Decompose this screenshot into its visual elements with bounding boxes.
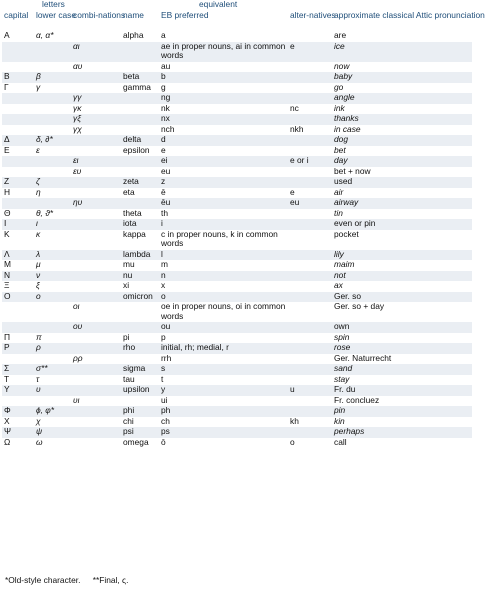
combination-cell	[71, 343, 121, 354]
table-row	[2, 219, 472, 230]
lower-case-header: lower case	[36, 10, 77, 20]
eb-preferred-cell: au	[161, 60, 171, 71]
eb-preferred-cell: ch	[161, 415, 170, 426]
capital-cell	[2, 156, 34, 167]
table-row	[2, 114, 472, 125]
eb-preferred-cell: z	[159, 177, 288, 188]
combination-cell	[71, 177, 121, 188]
pronunciation-cell: Fr. du	[332, 385, 472, 396]
capital-cell: Ω	[4, 436, 11, 447]
alternative-cell: kh	[290, 415, 299, 426]
pronunciation-cell: now	[334, 60, 350, 71]
eb-preferred-cell: i	[159, 219, 288, 230]
name-header: name	[123, 10, 144, 20]
name-cell	[121, 104, 159, 115]
combination-cell: γξ	[71, 114, 121, 125]
combination-cell	[71, 72, 121, 83]
lower-case-cell: ε	[36, 144, 40, 155]
eb-preferred-cell: ei	[159, 156, 288, 167]
table-row	[2, 406, 472, 417]
table-row	[2, 72, 472, 83]
pronunciation-cell: bet	[334, 144, 346, 155]
eb-preferred-cell: ae in proper nouns, ai in common words	[159, 42, 288, 62]
capital-cell: Ζ	[2, 177, 34, 188]
pronunciation-cell: Ger. so	[332, 292, 472, 303]
lower-case-cell: ν	[34, 271, 71, 282]
name-cell: mu	[123, 259, 135, 269]
combination-cell	[71, 364, 121, 375]
lower-case-cell	[34, 322, 71, 333]
eb-preferred-cell: p	[161, 331, 166, 342]
combination-cell: γκ	[73, 102, 82, 113]
capital-cell	[2, 198, 34, 209]
table-row	[2, 343, 472, 354]
lower-case-cell: ο	[34, 292, 71, 303]
letters-header: letters	[42, 0, 65, 9]
name-cell: beta	[121, 72, 159, 83]
table-row	[2, 156, 472, 167]
table-row	[2, 364, 472, 375]
table-row	[2, 135, 472, 146]
name-cell	[121, 42, 159, 62]
combination-cell	[71, 260, 121, 271]
capital-cell	[2, 322, 34, 333]
capital-cell: Η	[4, 186, 11, 197]
lower-case-cell: θ, ϑ*	[36, 207, 54, 218]
footnote-old-style: *Old-style character.	[5, 575, 81, 585]
alternative-cell	[288, 343, 332, 354]
lower-case-cell: σ**	[34, 364, 71, 375]
pronunciation-cell: sand	[332, 364, 472, 375]
capital-cell: Κ	[4, 228, 10, 239]
eb-preferred-cell: c in proper nouns, k in common words	[161, 228, 278, 248]
eb-preferred-header: EB preferred	[161, 10, 209, 20]
pronunciation-cell: Ger. so + day	[334, 301, 385, 311]
eb-preferred-cell: ēu	[159, 198, 288, 209]
lower-case-cell: ξ	[36, 280, 40, 290]
table-row	[2, 302, 472, 322]
alternative-cell	[288, 177, 332, 188]
table-row	[2, 354, 472, 365]
pronunciation-cell: spin	[334, 331, 350, 342]
combination-cell: ρρ	[73, 352, 83, 363]
lower-case-cell: ζ	[34, 177, 71, 188]
alternative-cell: e	[290, 186, 295, 197]
table-row	[2, 31, 472, 42]
pronunciation-cell: not	[332, 271, 472, 282]
equivalent-header: equivalent	[199, 0, 238, 9]
lower-case-cell	[34, 156, 71, 167]
footnotes	[5, 575, 138, 585]
name-cell: iota	[121, 219, 159, 230]
pronunciation-cell: are	[334, 30, 347, 40]
combination-cell	[71, 250, 121, 261]
combination-cell	[71, 271, 121, 282]
alternative-cell	[288, 83, 332, 94]
table-row	[2, 322, 472, 333]
table-row	[2, 281, 472, 292]
eb-preferred-cell: nk	[161, 102, 170, 113]
table-row	[2, 42, 472, 62]
capital-cell	[2, 114, 34, 125]
pronunciation-cell: Fr. concluez	[334, 394, 380, 405]
alternative-cell: nc	[290, 102, 299, 113]
alternative-cell: e or i	[288, 156, 332, 167]
name-cell: phi	[121, 406, 159, 417]
eb-preferred-cell: nch	[161, 123, 175, 134]
lower-case-cell: ω	[36, 436, 43, 447]
alternative-cell	[288, 354, 332, 365]
combinations-header: combi-nations	[73, 10, 126, 20]
pronunciation-cell: maim	[334, 259, 355, 269]
alternative-cell	[288, 427, 332, 438]
combination-cell: ευ	[73, 165, 82, 176]
combination-cell	[71, 281, 121, 292]
header-row-sub	[2, 11, 472, 31]
name-cell: tau	[123, 373, 135, 384]
name-cell: omega	[123, 436, 149, 447]
greek-alphabet-table	[2, 0, 485, 448]
capital-cell: Ξ	[4, 280, 10, 290]
table-row	[2, 333, 472, 344]
lower-case-cell	[34, 114, 71, 125]
combination-cell	[71, 135, 121, 146]
eb-preferred-cell: s	[159, 364, 288, 375]
table-row	[2, 260, 472, 271]
table-row	[2, 427, 472, 438]
eb-preferred-cell: n	[159, 271, 288, 282]
lower-case-cell: α, α*	[36, 30, 54, 40]
eb-preferred-cell: y	[159, 385, 288, 396]
eb-preferred-cell: ph	[159, 406, 288, 417]
combination-cell: αυ	[73, 60, 83, 71]
alternative-cell	[288, 302, 332, 322]
alternative-cell	[288, 62, 332, 73]
name-cell: nu	[121, 271, 159, 282]
alternative-cell	[288, 364, 332, 375]
combination-cell: υι	[73, 394, 80, 405]
capital-cell: Τ	[4, 373, 10, 384]
pronunciation-cell: air	[334, 186, 344, 197]
pronunciation-cell: angle	[332, 93, 472, 104]
name-cell: lambda	[121, 250, 159, 261]
combination-cell	[71, 209, 121, 220]
pronunciation-cell: even or pin	[332, 219, 472, 230]
lower-case-cell	[34, 42, 71, 62]
combination-cell	[71, 406, 121, 417]
eb-preferred-cell: e	[161, 144, 166, 155]
lower-case-cell: π	[36, 331, 42, 342]
alternative-cell	[288, 250, 332, 261]
table-row	[2, 230, 472, 250]
pronunciation-cell: in case	[334, 123, 361, 134]
name-cell: pi	[123, 331, 130, 342]
table-row	[2, 250, 472, 261]
eb-preferred-cell: initial, rh; medial, r	[159, 343, 288, 354]
table-row	[2, 177, 472, 188]
pronunciation-cell: rose	[332, 343, 472, 354]
eb-preferred-cell: ps	[159, 427, 288, 438]
lower-case-cell: δ, ∂*	[34, 135, 71, 146]
name-cell	[121, 114, 159, 125]
combination-cell	[71, 31, 121, 42]
name-cell	[121, 198, 159, 209]
alternative-cell	[288, 167, 332, 178]
name-cell: rho	[121, 343, 159, 354]
capital-cell: Λ	[2, 250, 34, 261]
combination-cell: ηυ	[71, 198, 121, 209]
lower-case-cell: ρ	[34, 343, 71, 354]
table-row	[2, 209, 472, 220]
table-row	[2, 375, 472, 386]
pronunciation-cell: ice	[332, 42, 472, 62]
capital-cell: Θ	[4, 207, 11, 218]
name-cell: chi	[123, 415, 134, 426]
pronunciation-cell: thanks	[332, 114, 472, 125]
name-cell: epsilon	[123, 144, 150, 155]
lower-case-cell: β	[34, 72, 71, 83]
capital-cell: Α	[4, 30, 10, 40]
pronunciation-cell: own	[332, 322, 472, 333]
capital-cell: Φ	[2, 406, 34, 417]
lower-case-cell: τ	[36, 373, 40, 384]
pronunciation-cell: baby	[332, 72, 472, 83]
alternative-cell	[288, 114, 332, 125]
pronunciation-cell: stay	[334, 373, 350, 384]
lower-case-cell: ι	[34, 219, 71, 230]
pronunciation-cell: used	[332, 177, 472, 188]
pronunciation-cell: ax	[334, 280, 343, 290]
combination-cell: ου	[71, 322, 121, 333]
capital-cell	[2, 42, 34, 62]
eb-preferred-cell: th	[161, 207, 168, 218]
eb-preferred-cell: eu	[161, 165, 171, 176]
table-row	[2, 167, 472, 178]
pronunciation-header: approximate classical Attic pronunciation	[334, 10, 485, 20]
pronunciation-cell: lily	[332, 250, 472, 261]
eb-preferred-cell: nx	[159, 114, 288, 125]
table-row	[2, 62, 472, 73]
capital-cell	[2, 302, 34, 322]
capital-cell	[2, 104, 34, 115]
name-cell: theta	[123, 207, 142, 218]
name-cell: gamma	[123, 81, 151, 92]
lower-case-cell: ψ	[34, 427, 71, 438]
eb-preferred-cell: ou	[159, 322, 288, 333]
pronunciation-cell: ink	[334, 102, 345, 113]
lower-case-cell: κ	[36, 228, 41, 239]
table-row	[2, 396, 472, 407]
alternative-cell	[288, 271, 332, 282]
capital-cell: Ι	[2, 219, 34, 230]
name-cell	[121, 302, 159, 322]
pronunciation-cell: dog	[332, 135, 472, 146]
alternative-cell	[288, 31, 332, 42]
alternative-cell	[288, 292, 332, 303]
capital-cell: Χ	[4, 415, 10, 426]
table-row	[2, 198, 472, 209]
eb-preferred-cell: ō	[161, 436, 166, 447]
lower-case-cell	[34, 302, 71, 322]
combination-cell	[71, 385, 121, 396]
table-row	[2, 385, 472, 396]
capital-cell: Β	[2, 72, 34, 83]
combination-cell	[71, 438, 121, 449]
name-cell	[121, 322, 159, 333]
capital-cell: Σ	[2, 364, 34, 375]
eb-preferred-cell: o	[159, 292, 288, 303]
alternative-cell	[288, 209, 332, 220]
capital-cell: Ρ	[2, 343, 34, 354]
pronunciation-cell: call	[334, 436, 347, 447]
alternatives-header: alter-natives	[290, 10, 336, 20]
lower-case-cell	[34, 104, 71, 115]
capital-cell: Γ	[4, 81, 9, 92]
alternative-cell: eu	[288, 198, 332, 209]
combination-cell: οι	[73, 301, 80, 311]
eb-preferred-cell: l	[159, 250, 288, 261]
alternative-cell	[288, 93, 332, 104]
alternative-cell	[288, 219, 332, 230]
pronunciation-cell: day	[332, 156, 472, 167]
eb-preferred-cell: b	[159, 72, 288, 83]
lower-case-cell: υ	[34, 385, 71, 396]
lower-case-cell	[34, 93, 71, 104]
combination-cell	[71, 427, 121, 438]
table-row	[2, 271, 472, 282]
lower-case-cell: μ	[36, 259, 41, 269]
eb-preferred-cell: ng	[159, 93, 288, 104]
alternative-cell	[288, 406, 332, 417]
capital-header: capital	[4, 10, 29, 20]
capital-cell	[2, 93, 34, 104]
pronunciation-cell: pin	[332, 406, 472, 417]
pronunciation-cell: Ger. Naturrecht	[334, 352, 392, 363]
capital-cell: Ο	[2, 292, 34, 303]
alternative-cell	[288, 72, 332, 83]
pronunciation-cell: bet + now	[334, 165, 371, 176]
eb-preferred-cell: d	[159, 135, 288, 146]
table-row	[2, 93, 472, 104]
pronunciation-cell: perhaps	[332, 427, 472, 438]
eb-preferred-cell: g	[161, 81, 166, 92]
lower-case-cell: χ	[36, 415, 41, 426]
combination-cell: γχ	[73, 123, 82, 134]
table-row	[2, 438, 472, 449]
pronunciation-cell: kin	[334, 415, 345, 426]
capital-cell: Ψ	[2, 427, 34, 438]
lower-case-cell: η	[36, 186, 41, 197]
alternative-cell	[288, 396, 332, 407]
name-cell	[121, 156, 159, 167]
alternative-cell	[288, 135, 332, 146]
lower-case-cell: γ	[36, 81, 41, 92]
combination-cell: αι	[71, 42, 121, 62]
name-cell: omicron	[121, 292, 159, 303]
alternative-cell	[288, 260, 332, 271]
pronunciation-cell: go	[334, 81, 344, 92]
eb-preferred-cell: x	[161, 280, 166, 290]
eb-preferred-cell: a	[161, 30, 166, 40]
name-cell: psi	[121, 427, 159, 438]
capital-cell: Δ	[2, 135, 34, 146]
name-cell	[121, 93, 159, 104]
pronunciation-cell: pocket	[334, 228, 359, 239]
alternative-cell: o	[290, 436, 295, 447]
name-cell: eta	[123, 186, 135, 197]
alternative-cell	[288, 281, 332, 292]
combination-cell	[71, 333, 121, 344]
combination-cell	[71, 375, 121, 386]
table-row	[2, 417, 472, 428]
name-cell: upsilon	[121, 385, 159, 396]
eb-preferred-cell: oe in proper nouns, oi in common words	[161, 301, 286, 321]
eb-preferred-cell: ē	[161, 186, 166, 197]
pronunciation-cell: tin	[334, 207, 343, 218]
name-cell: alpha	[123, 30, 144, 40]
eb-preferred-cell: m	[161, 259, 168, 269]
capital-cell: Μ	[4, 259, 11, 269]
alternative-cell: nkh	[290, 123, 304, 134]
alternative-cell	[288, 333, 332, 344]
name-cell: zeta	[121, 177, 159, 188]
name-cell: sigma	[121, 364, 159, 375]
combination-cell	[71, 417, 121, 428]
alternative-cell: e	[288, 42, 332, 62]
alternative-cell: u	[288, 385, 332, 396]
combination-cell: γγ	[71, 93, 121, 104]
lower-case-cell	[34, 198, 71, 209]
lower-case-cell: ϕ, φ*	[34, 406, 71, 417]
capital-cell: Ν	[2, 271, 34, 282]
footnote-final: **Final, ς.	[92, 575, 129, 585]
pronunciation-cell: airway	[332, 198, 472, 209]
capital-cell: Υ	[2, 385, 34, 396]
table-body	[2, 31, 472, 448]
name-cell: xi	[123, 280, 130, 290]
table-row	[2, 125, 472, 136]
eb-preferred-cell: t	[161, 373, 164, 384]
capital-cell: Ε	[4, 144, 10, 155]
alternative-cell	[288, 230, 332, 250]
combination-cell	[71, 230, 121, 250]
name-cell: delta	[121, 135, 159, 146]
combination-cell: ει	[71, 156, 121, 167]
capital-cell: Π	[4, 331, 11, 342]
combination-cell	[71, 219, 121, 230]
alternative-cell	[288, 322, 332, 333]
eb-preferred-cell: ui	[161, 394, 168, 405]
eb-preferred-cell: rrh	[161, 352, 172, 363]
lower-case-cell: λ	[34, 250, 71, 261]
name-cell: kappa	[123, 228, 146, 239]
